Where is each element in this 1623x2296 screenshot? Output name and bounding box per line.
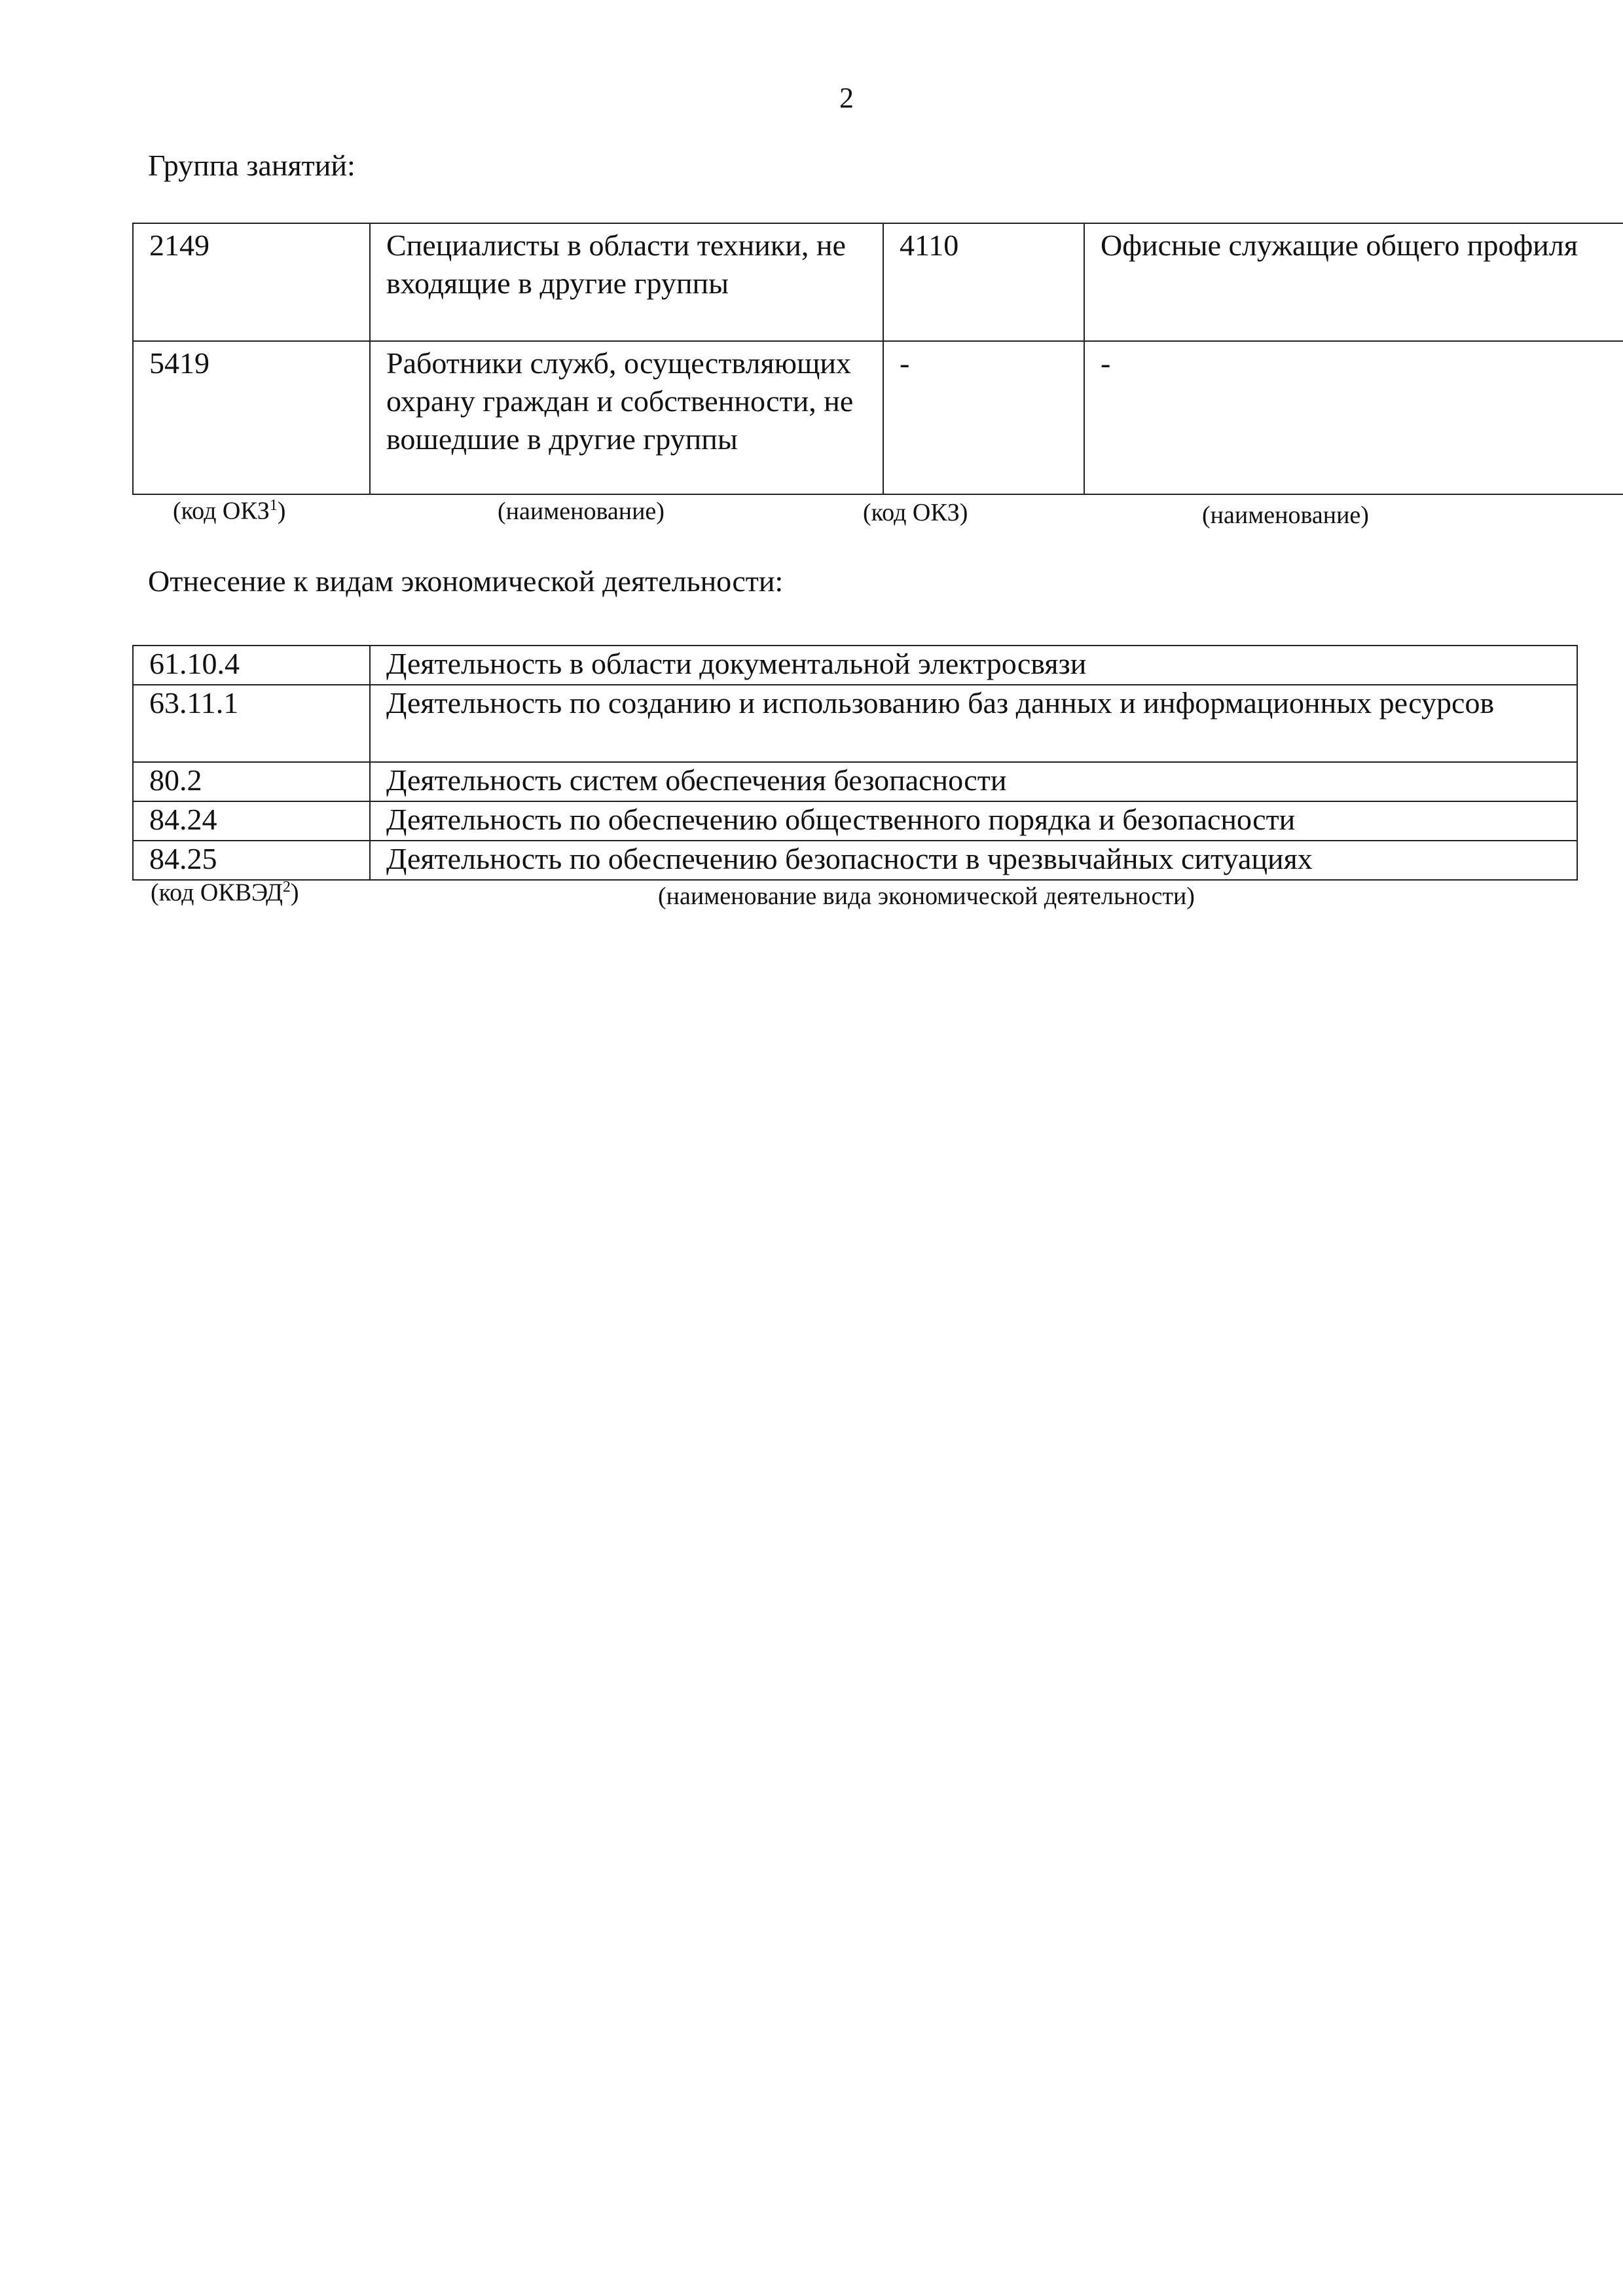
okved-name-cell: Деятельность в области документальной электросвязи	[370, 646, 1577, 685]
okz-name-cell: -	[1084, 341, 1623, 494]
okved-code-cell: 61.10.4	[133, 646, 370, 685]
okved-code-cell: 84.25	[133, 841, 370, 880]
okz-code-cell: -	[883, 341, 1084, 494]
okved-name-cell: Деятельность по обеспечению безопасности в чрезвычайных ситуациях	[370, 841, 1577, 880]
table-row	[133, 801, 1577, 841]
caption-text: (код ОКВЭД	[151, 879, 283, 907]
okz-code-cell: 5419	[133, 341, 370, 494]
occupation-group-heading: Группа занятий:	[148, 149, 356, 182]
table-row	[133, 762, 1577, 801]
okz-code-cell: 2149	[133, 223, 370, 341]
okz-name-cell: Работники служб, осуществляющих охрану граждан и собственности, не вошедшие в другие группы	[370, 341, 883, 494]
caption-text: (код ОКЗ	[173, 497, 270, 525]
table-row	[133, 685, 1577, 762]
okved-name-cell: Деятельность по обеспечению общественного порядка и безопасности	[370, 801, 1577, 841]
table-row	[133, 223, 1623, 341]
okz-code-cell: 4110	[883, 223, 1084, 341]
footnote-marker: 1	[269, 497, 278, 514]
table-row	[133, 841, 1577, 880]
okved-name-cell: Деятельность по созданию и использованию баз данных и информационных ресурсов	[370, 685, 1577, 762]
page-number: 2	[839, 82, 854, 114]
table-row	[133, 646, 1577, 685]
okved-code-cell: 84.24	[133, 801, 370, 841]
caption-close: )	[277, 497, 286, 525]
economic-activity-table	[132, 645, 1578, 881]
okved-name-caption: (наименование вида экономической деятельности)	[658, 883, 1195, 910]
caption-close: )	[290, 879, 299, 907]
okz-name-cell: Офисные служащие общего профиля	[1084, 223, 1623, 341]
okved-name-cell: Деятельность систем обеспечения безопасности	[370, 762, 1577, 801]
economic-activity-heading: Отнесение к видам экономической деятельности:	[148, 564, 784, 598]
okved-code-cell: 80.2	[133, 762, 370, 801]
okz-name-caption: (наименование)	[498, 498, 665, 525]
footnote-marker: 2	[282, 879, 291, 896]
okved-code-caption	[151, 879, 299, 905]
okved-code-cell: 63.11.1	[133, 685, 370, 762]
okz-name-cell: Специалисты в области техники, не входящие в другие группы	[370, 223, 883, 341]
table-row	[133, 341, 1623, 494]
occupation-group-table	[132, 223, 1623, 495]
okz-name-caption-2: (наименование)	[1202, 501, 1369, 529]
okz-code-caption-2: (код ОКЗ)	[863, 499, 968, 526]
okz-code-caption	[173, 498, 285, 524]
